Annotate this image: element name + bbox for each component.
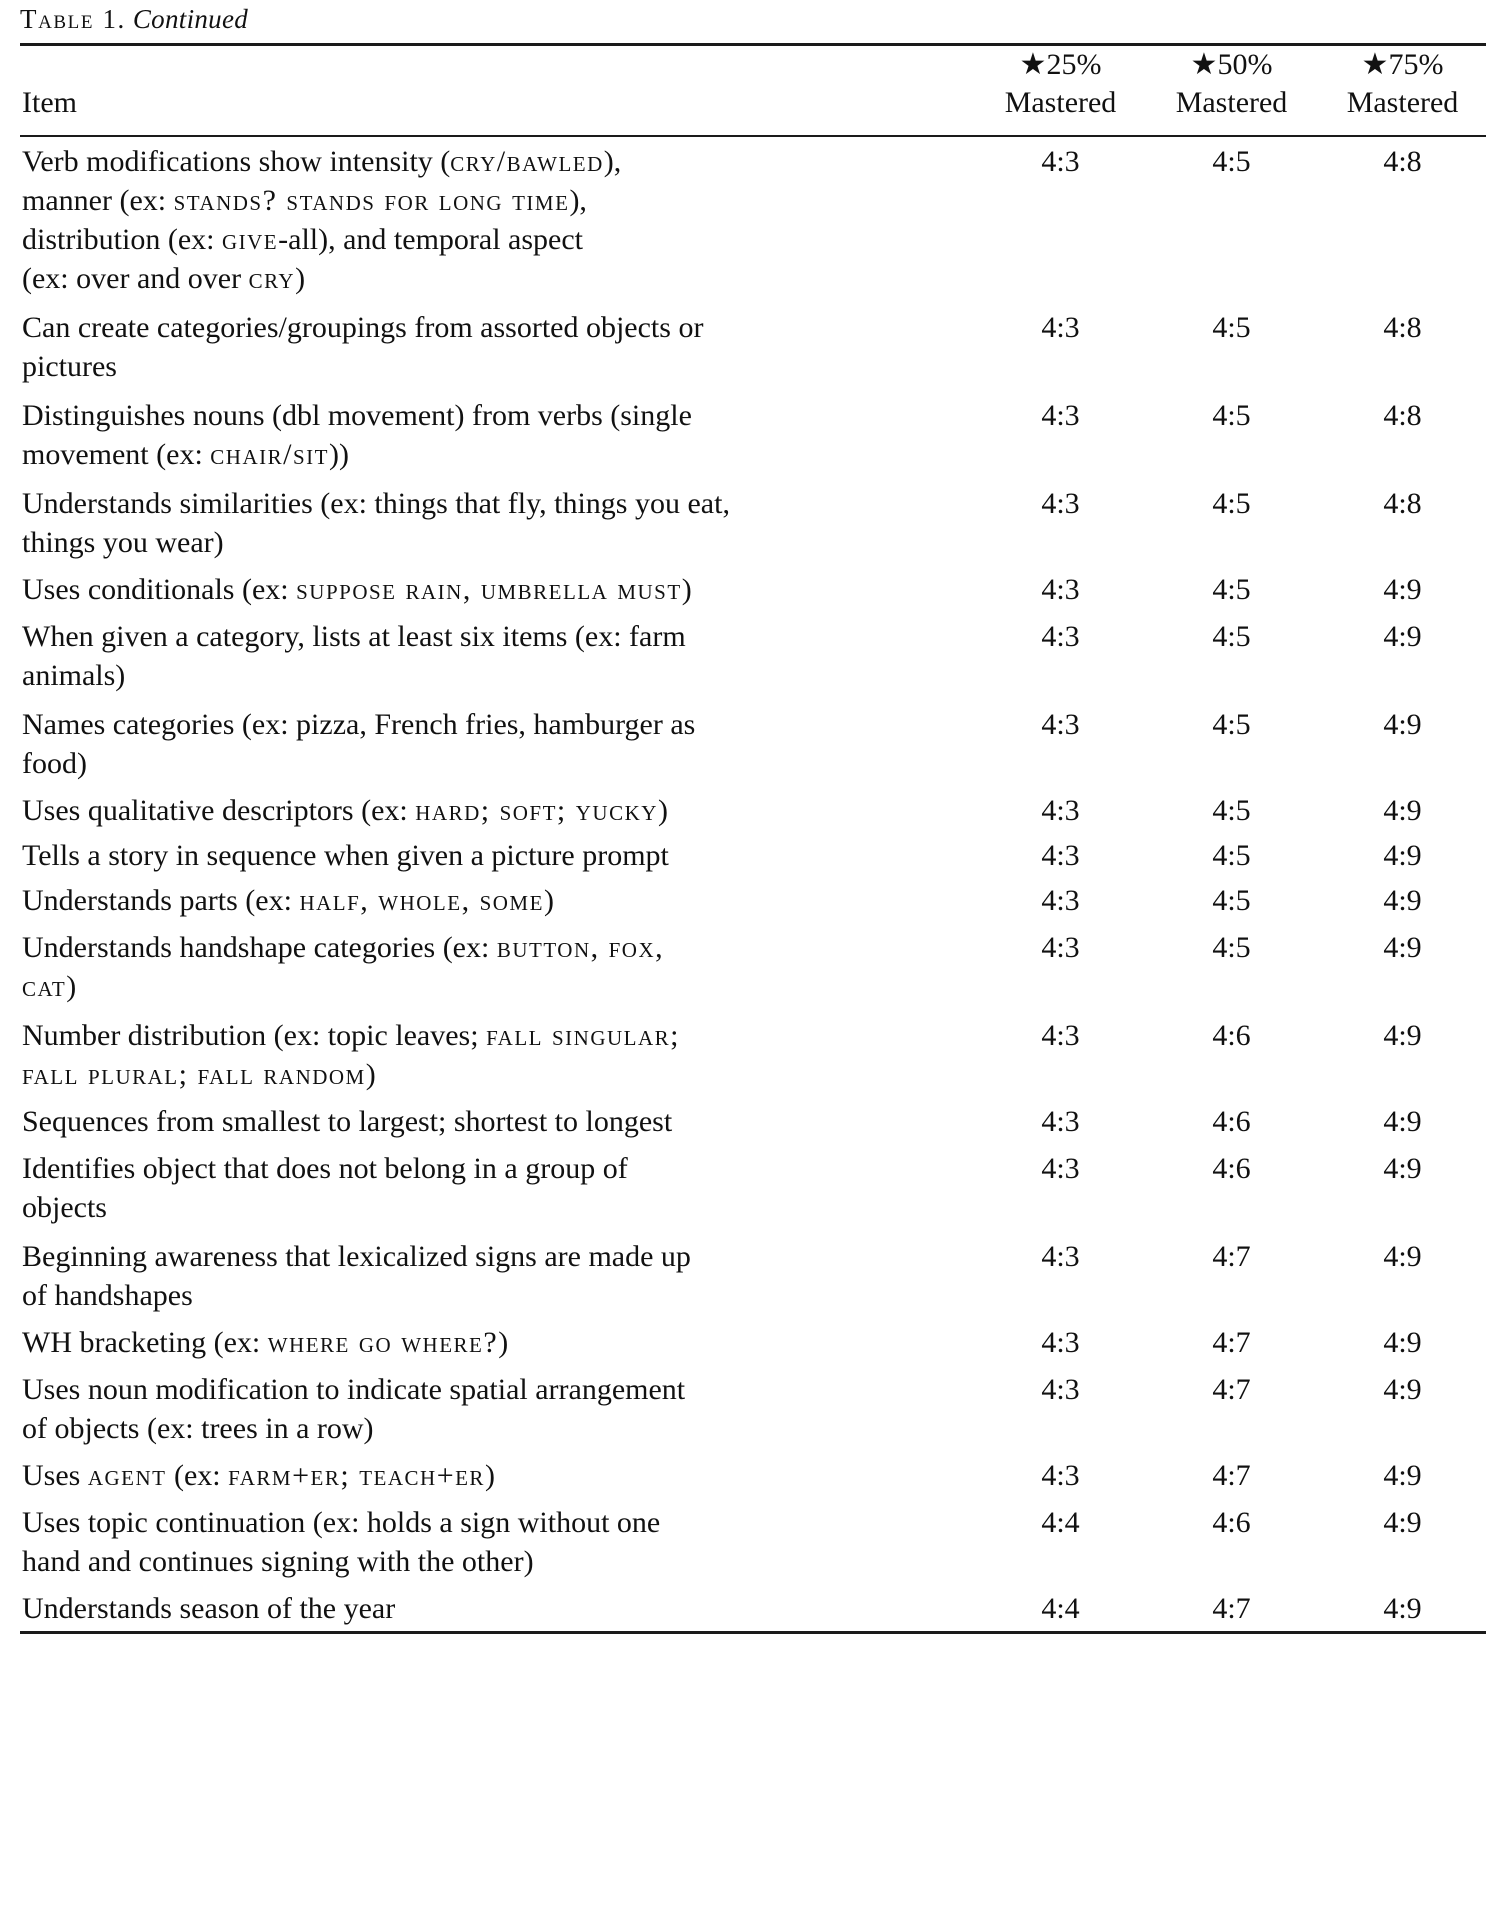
table-cell-item: Identifies object that does not belong in a group of objects bbox=[22, 1151, 628, 1224]
table-cell-25: 4:3 bbox=[1041, 572, 1080, 606]
table-cell-50: 4:5 bbox=[1212, 793, 1251, 827]
mastery-table bbox=[20, 46, 1488, 135]
table-cell-25: 4:3 bbox=[1041, 793, 1080, 827]
table-cell-item: Uses topic continuation (ex: holds a sign without one hand and continues signing with the other) bbox=[22, 1505, 661, 1578]
table-cell-75: 4:9 bbox=[1383, 1505, 1422, 1539]
table-cell-25: 4:3 bbox=[1041, 398, 1080, 432]
table-cell-50: 4:5 bbox=[1212, 144, 1251, 178]
table-cell-item: Can create categories/groupings from assorted objects or pictures bbox=[22, 310, 704, 383]
table-row bbox=[20, 303, 1488, 391]
mastery-table-body bbox=[20, 137, 1488, 1631]
table-cell-75: 4:8 bbox=[1383, 486, 1422, 520]
table-cell-50: 4:5 bbox=[1212, 398, 1251, 432]
table-cell-item: When given a category, lists at least six items (ex: farm animals) bbox=[22, 619, 686, 692]
table-cell-25: 4:3 bbox=[1041, 1104, 1080, 1138]
table-cell-50: 4:7 bbox=[1212, 1458, 1251, 1492]
table-cell-50: 4:7 bbox=[1212, 1591, 1251, 1625]
column-header-50-pct: ★50% bbox=[1190, 48, 1273, 81]
table-cell-75: 4:9 bbox=[1383, 572, 1422, 606]
table-cell-item: Uses noun modification to indicate spatial arrangement of objects (ex: trees in a row) bbox=[22, 1372, 686, 1445]
table-cell-item: Distinguishes nouns (dbl movement) from verbs (single movement (ex: chair/sit)) bbox=[22, 398, 692, 471]
table-cell-75: 4:9 bbox=[1383, 838, 1422, 872]
table-cell-item: Tells a story in sequence when given a picture prompt bbox=[22, 838, 669, 872]
table-cell-50: 4:5 bbox=[1212, 838, 1251, 872]
table-row bbox=[20, 567, 1488, 612]
table-cell-25: 4:3 bbox=[1041, 1239, 1080, 1273]
table-cell-50: 4:7 bbox=[1212, 1325, 1251, 1359]
table-cell-50: 4:6 bbox=[1212, 1151, 1251, 1185]
table-cell-50: 4:5 bbox=[1212, 486, 1251, 520]
table-cell-25: 4:3 bbox=[1041, 1325, 1080, 1359]
table-row bbox=[20, 1453, 1488, 1498]
table-cell-item: Beginning awareness that lexicalized signs are made up of handshapes bbox=[22, 1239, 691, 1312]
table-caption-continued: Continued bbox=[132, 4, 249, 34]
table-row bbox=[20, 137, 1488, 303]
table-row bbox=[20, 1320, 1488, 1365]
column-header-50-mastered: Mastered bbox=[1175, 86, 1288, 120]
table-cell-25: 4:3 bbox=[1041, 1018, 1080, 1052]
table-cell-25: 4:3 bbox=[1041, 707, 1080, 741]
table-cell-75: 4:9 bbox=[1383, 1104, 1422, 1138]
table-body bbox=[20, 137, 1488, 1631]
table-cell-75: 4:9 bbox=[1383, 793, 1422, 827]
table-cell-50: 4:5 bbox=[1212, 572, 1251, 606]
table-cell-75: 4:9 bbox=[1383, 619, 1422, 653]
column-header-item bbox=[20, 46, 975, 135]
table-header-row bbox=[20, 46, 1488, 135]
table-row bbox=[20, 479, 1488, 567]
table-cell-75: 4:9 bbox=[1383, 1325, 1422, 1359]
table-header bbox=[20, 46, 1488, 135]
table-cell-75: 4:9 bbox=[1383, 1239, 1422, 1273]
table-row bbox=[20, 1011, 1488, 1099]
table-row bbox=[20, 833, 1488, 878]
table-caption-label: Table 1. bbox=[20, 4, 126, 34]
table-cell-50: 4:6 bbox=[1212, 1505, 1251, 1539]
table-cell-item: Uses conditionals (ex: suppose rain, umbrella must) bbox=[22, 572, 692, 606]
table-cell-75: 4:9 bbox=[1383, 1372, 1422, 1406]
column-header-item-label: Item bbox=[22, 86, 77, 120]
table-cell-item: Uses qualitative descriptors (ex: hard; soft; yucky) bbox=[22, 793, 668, 827]
column-header-75-mastered: Mastered bbox=[1346, 86, 1459, 120]
table-row bbox=[20, 1365, 1488, 1453]
table-cell-item: Sequences from smallest to largest; shortest to longest bbox=[22, 1104, 673, 1138]
column-header-25 bbox=[975, 46, 1146, 135]
table-cell-item: WH bracketing (ex: where go where?) bbox=[22, 1325, 509, 1359]
table-cell-75: 4:9 bbox=[1383, 1151, 1422, 1185]
column-header-25-pct: ★25% bbox=[1019, 48, 1102, 81]
table-row bbox=[20, 612, 1488, 700]
table-cell-75: 4:9 bbox=[1383, 883, 1422, 917]
table-cell-50: 4:5 bbox=[1212, 310, 1251, 344]
table-row bbox=[20, 923, 1488, 1011]
table-cell-75: 4:8 bbox=[1383, 144, 1422, 178]
table-row bbox=[20, 1144, 1488, 1232]
table-cell-25: 4:3 bbox=[1041, 1458, 1080, 1492]
table-cell-50: 4:6 bbox=[1212, 1104, 1251, 1138]
table-row bbox=[20, 700, 1488, 788]
table-cell-item: Understands season of the year bbox=[22, 1591, 396, 1625]
table-cell-75: 4:8 bbox=[1383, 310, 1422, 344]
table-cell-75: 4:9 bbox=[1383, 707, 1422, 741]
table-cell-item: Understands handshape categories (ex: button, fox, cat) bbox=[22, 930, 665, 1003]
table-cell-25: 4:4 bbox=[1041, 1505, 1080, 1539]
table-row bbox=[20, 1586, 1488, 1631]
table-cell-25: 4:3 bbox=[1041, 310, 1080, 344]
table-row bbox=[20, 788, 1488, 833]
table-cell-25: 4:3 bbox=[1041, 930, 1080, 964]
table-cell-75: 4:8 bbox=[1383, 398, 1422, 432]
table-cell-item: Understands parts (ex: half, whole, some) bbox=[22, 883, 554, 917]
table-cell-75: 4:9 bbox=[1383, 1591, 1422, 1625]
column-header-25-mastered: Mastered bbox=[1004, 86, 1117, 120]
table-cell-50: 4:5 bbox=[1212, 930, 1251, 964]
table-cell-item: Understands similarities (ex: things that fly, things you eat, things you wear) bbox=[22, 486, 730, 559]
table-cell-50: 4:7 bbox=[1212, 1372, 1251, 1406]
table-row bbox=[20, 878, 1488, 923]
table-cell-item: Verb modifications show intensity (cry/bawled), manner (ex: stands? stands for long time), distribution (ex: give-all), and temporal aspect (ex: over and over cry) bbox=[22, 144, 622, 295]
table-row bbox=[20, 391, 1488, 479]
table-cell-item: Names categories (ex: pizza, French fries, hamburger as food) bbox=[22, 707, 696, 780]
column-header-75-pct: ★75% bbox=[1361, 48, 1444, 81]
table-cell-item: Uses agent (ex: farm+er; teach+er) bbox=[22, 1458, 495, 1492]
table-cell-25: 4:3 bbox=[1041, 838, 1080, 872]
table-cell-25: 4:3 bbox=[1041, 883, 1080, 917]
table-cell-25: 4:3 bbox=[1041, 619, 1080, 653]
table-cell-50: 4:5 bbox=[1212, 883, 1251, 917]
table-row bbox=[20, 1099, 1488, 1144]
column-header-50 bbox=[1146, 46, 1317, 135]
table-cell-25: 4:3 bbox=[1041, 486, 1080, 520]
table-cell-50: 4:7 bbox=[1212, 1239, 1251, 1273]
table-cell-75: 4:9 bbox=[1383, 930, 1422, 964]
table-cell-item: Number distribution (ex: topic leaves; fall singular; fall plural; fall random) bbox=[22, 1018, 681, 1091]
table-cell-75: 4:9 bbox=[1383, 1018, 1422, 1052]
table-cell-50: 4:6 bbox=[1212, 1018, 1251, 1052]
table-cell-50: 4:5 bbox=[1212, 619, 1251, 653]
table-cell-50: 4:5 bbox=[1212, 707, 1251, 741]
table-cell-25: 4:3 bbox=[1041, 1372, 1080, 1406]
table-cell-75: 4:9 bbox=[1383, 1458, 1422, 1492]
table-cell-25: 4:3 bbox=[1041, 1151, 1080, 1185]
table-row bbox=[20, 1232, 1488, 1320]
table-row bbox=[20, 1498, 1488, 1586]
column-header-75 bbox=[1317, 46, 1488, 135]
table-bottom-rule bbox=[20, 1631, 1486, 1634]
table-caption bbox=[20, 0, 1486, 43]
table-cell-25: 4:4 bbox=[1041, 1591, 1080, 1625]
table-cell-25: 4:3 bbox=[1041, 144, 1080, 178]
